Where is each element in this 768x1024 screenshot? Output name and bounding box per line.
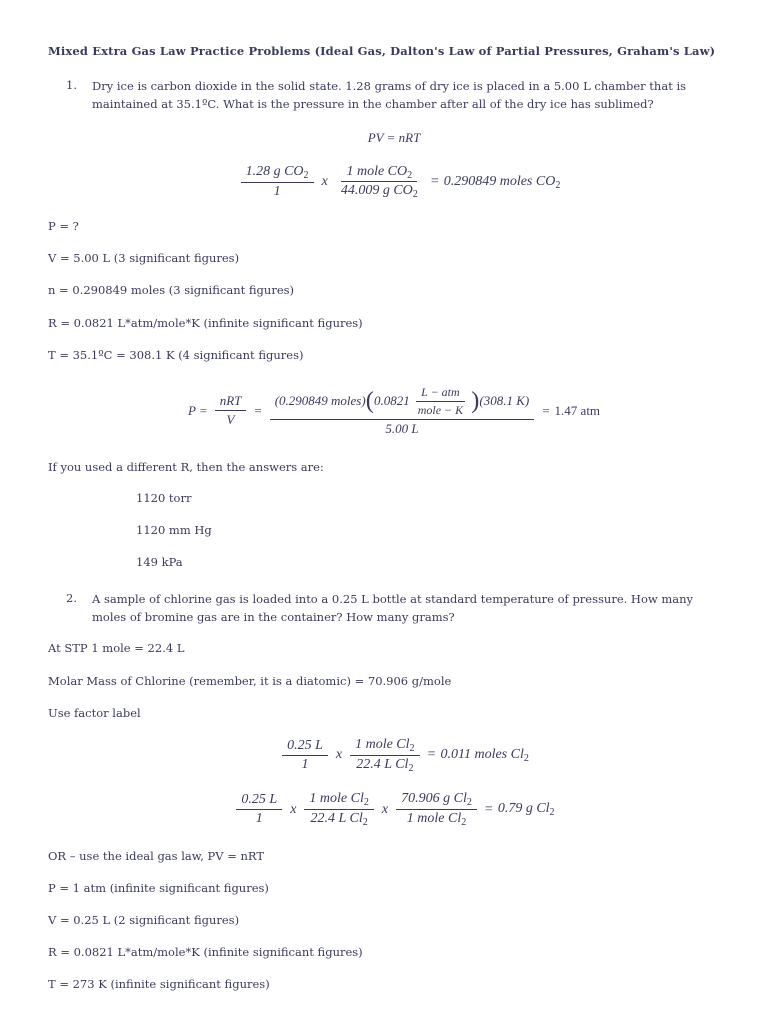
problem-2-given-p: P = 1 atm (infinite significant figures): [48, 881, 269, 896]
problem-2-given-r: R = 0.0821 L*atm/mole*K (infinite significant figures): [48, 945, 363, 960]
fraction-numerator: 1 mole $Cl_2$: [350, 737, 420, 756]
subscript: 2: [408, 762, 414, 774]
subscript: 2: [412, 189, 418, 201]
conversion-result: 0.290849 moles $CO_2$: [443, 173, 561, 191]
problem-1-given-p: P = ?: [48, 219, 79, 234]
problem-2-text: A sample of chlorine gas is loaded into a 0.25 L bottle at standard temperature of pressure. How many moles of bromine gas are in the container? How many grams?: [92, 591, 694, 624]
subscript: 2: [555, 179, 561, 191]
problem-1-given-v: V = 5.00 L (3 significant figures): [48, 251, 240, 266]
fraction-denominator: 1: [273, 183, 281, 199]
fraction-volume: [236, 792, 282, 827]
problem-2-given-v: V = 0.25 L (2 significant figures): [48, 913, 240, 928]
fraction-denominator: 1: [301, 756, 309, 772]
problem-2-note-stp: At STP 1 mole = 22.4 L: [48, 641, 185, 656]
fraction-molar-volume: [350, 737, 420, 774]
equals-symbol: =: [430, 173, 439, 189]
grams-result: 0.79 g $Cl_2$: [497, 801, 555, 819]
right-paren: ): [471, 386, 480, 414]
equals-symbol-2: =: [542, 402, 550, 418]
fraction-denominator: 1: [255, 811, 263, 827]
alt-answer-torr: 1120 torr: [136, 490, 192, 505]
fraction-denominator: 44.009 g $CO_2$: [340, 183, 418, 201]
fraction-molar-mass-co2: [336, 164, 423, 201]
multiply-symbol-1: x: [290, 801, 297, 817]
fraction-volume: [282, 738, 328, 773]
multiply-symbol-2: x: [381, 801, 389, 817]
fraction-molar-mass: [396, 791, 477, 828]
subscript: 2: [409, 742, 415, 754]
problem-2-moles-calculation: [68, 737, 740, 774]
fraction-numerator: 1 mole $CO_2$: [341, 164, 417, 183]
subscript: 2: [466, 797, 472, 809]
problem-1-solution-equation: [48, 385, 740, 437]
problem-1-conversion-equation: [58, 164, 740, 201]
equals-symbol: =: [484, 801, 493, 817]
solution-p-label: P =: [187, 402, 208, 418]
problem-2-grams-calculation: [48, 791, 740, 828]
fraction-numerator: 0.25 L: [282, 738, 328, 756]
fraction-denominator: 22.4 L $Cl_2$: [310, 811, 368, 828]
problem-1-given-n: n = 0.290849 moles (3 significant figures): [48, 283, 295, 298]
fraction-denominator: 1 mole $Cl_2$: [406, 811, 467, 828]
fraction-numerator: [270, 385, 535, 420]
problem-2-number: 2.: [66, 590, 77, 605]
fraction-nrt-over-v: [215, 393, 247, 428]
problem-2-note-molar-mass: Molar Mass of Chlorine (remember, it is a diatomic) = 70.906 g/mole: [48, 673, 452, 688]
fraction-numerator: 1 mole $Cl_2$: [304, 791, 374, 810]
r-value: 0.0821: [373, 393, 410, 409]
subscript: 2: [523, 752, 529, 764]
left-paren: (: [365, 386, 374, 414]
subscript: 2: [362, 816, 368, 828]
alt-answer-mmhg: 1120 mm Hg: [136, 522, 212, 537]
moles-result: 0.011 moles $Cl_2$: [440, 746, 529, 764]
fraction-numerator: 70.906 g $Cl_2$: [396, 791, 477, 810]
problem-2-note-method: Use factor label: [48, 705, 141, 720]
alt-r-note: If you used a different R, then the answers are:: [48, 459, 324, 474]
fraction-denominator: 5.00 L: [385, 420, 419, 436]
problem-1-text: Dry ice is carbon dioxide in the solid state. 1.28 grams of dry ice is placed in a 5.00 L chamber that is maintained at 35.1ºC. What is the pressure in the chamber after all of the dry ice has sublimed?: [92, 79, 687, 111]
fraction-molar-volume: [304, 791, 374, 828]
fraction-numerator: nRT: [215, 393, 247, 411]
alt-answer-kpa: 149 kPa: [136, 554, 183, 569]
subscript: 2: [407, 169, 413, 181]
problem-2-given-t: T = 273 K (infinite significant figures): [48, 977, 270, 992]
equals-symbol: =: [427, 747, 436, 763]
problem-2-or-note: OR – use the ideal gas law, PV = nRT: [48, 848, 265, 863]
moles-term: (0.290849 moles): [274, 393, 366, 409]
fraction-numerator: 1.28 g $CO_2$: [241, 164, 314, 183]
subscript: 2: [363, 797, 369, 809]
numerator-terms: [275, 385, 530, 418]
problem-1-number: 1.: [66, 78, 77, 92]
problem-2: [66, 591, 740, 627]
fraction-numerator: L − atm: [416, 385, 465, 402]
multiply-symbol: x: [335, 747, 343, 763]
fraction-numerator: 0.25 L: [236, 792, 282, 810]
problem-1: [66, 78, 740, 114]
temperature-term: (308.1 K): [479, 393, 530, 409]
page-title: Mixed Extra Gas Law Practice Problems (Ideal Gas, Dalton's Law of Partial Pressures, Graham's Law): [48, 44, 716, 58]
fraction-denominator: 22.4 L $Cl_2$: [356, 756, 414, 774]
fraction-denominator: mole − K: [417, 402, 464, 417]
ideal-gas-law-equation: PV = nRT: [367, 129, 421, 145]
subscript: 2: [303, 169, 309, 181]
fraction-r-units: [413, 385, 468, 418]
equals-symbol: =: [254, 402, 262, 418]
subscript: 2: [461, 816, 467, 828]
problem-1-answer: 1.47 atm: [554, 402, 601, 418]
subscript: 2: [549, 807, 555, 819]
fraction-substituted-values: [270, 385, 535, 437]
problem-1-given-t: T = 35.1ºC = 308.1 K (4 significant figures): [48, 347, 304, 362]
fraction-denominator: V: [226, 412, 235, 428]
fraction-mass-co2: [241, 164, 314, 200]
multiply-symbol: x: [321, 173, 328, 189]
problem-1-given-r: R = 0.0821 L*atm/mole*K (infinite significant figures): [48, 315, 363, 330]
